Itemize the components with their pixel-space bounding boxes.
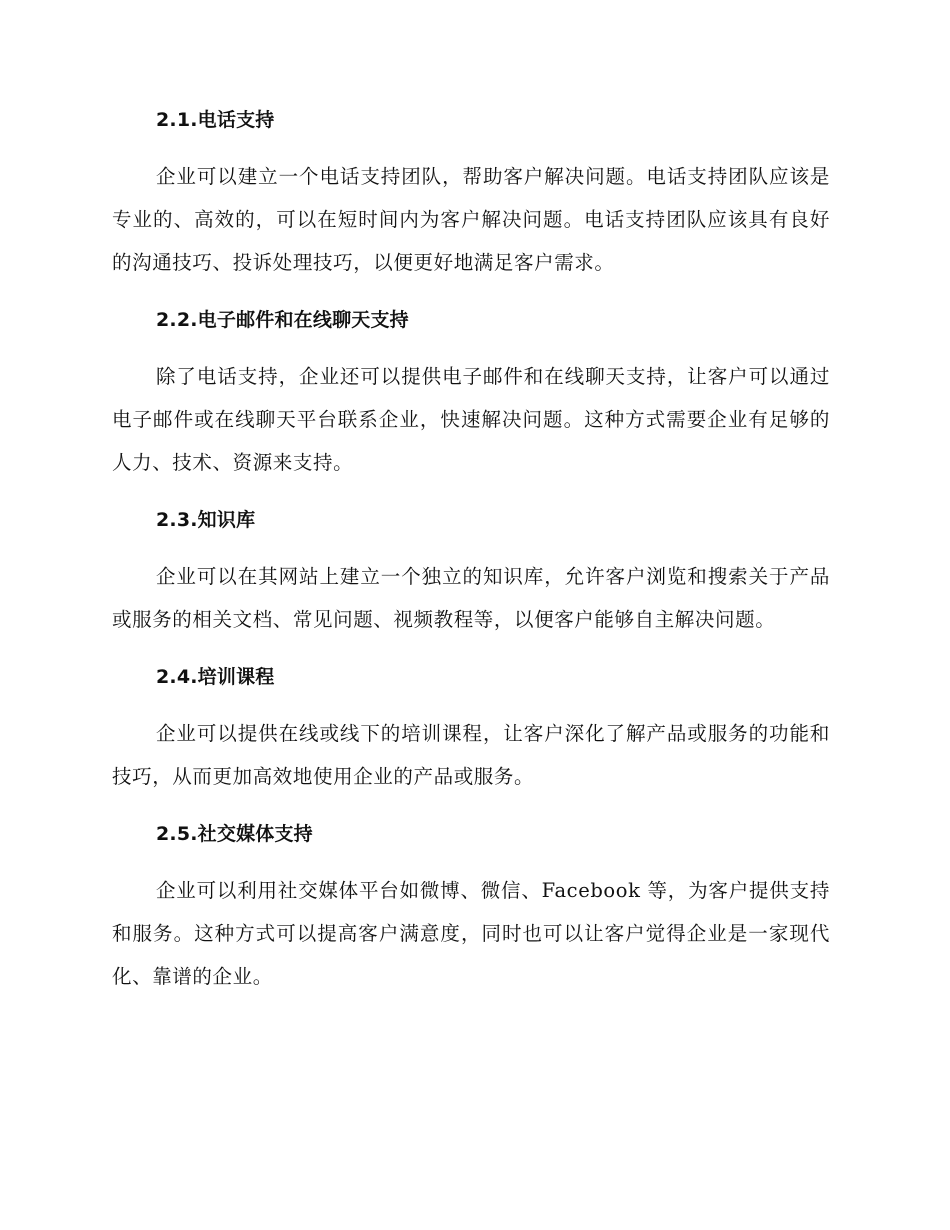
section-heading: 2.1.电话支持 <box>156 109 275 131</box>
section-heading: 2.4.培训课程 <box>156 666 275 688</box>
section-training-courses <box>112 663 830 798</box>
section-heading: 2.2.电子邮件和在线聊天支持 <box>156 309 409 331</box>
section-phone-support <box>112 106 830 284</box>
section-paragraph: 企业可以在其网站上建立一个独立的知识库，允许客户浏览和搜索关于产品或服务的相关文档、常见问题、视频教程等，以便客户能够自主解决问题。 <box>112 565 830 631</box>
section-knowledge-base <box>112 506 830 641</box>
section-paragraph: 企业可以提供在线或线下的培训课程，让客户深化了解产品或服务的功能和技巧，从而更加高效地使用企业的产品或服务。 <box>112 722 830 788</box>
section-paragraph: 企业可以利用社交媒体平台如微博、微信、Facebook 等，为客户提供支持和服务。这种方式可以提高客户满意度，同时也可以让客户觉得企业是一家现代化、靠谱的企业。 <box>112 879 830 988</box>
section-paragraph: 企业可以建立一个电话支持团队，帮助客户解决问题。电话支持团队应该是专业的、高效的，可以在短时间内为客户解决问题。电话支持团队应该具有良好的沟通技巧、投诉处理技巧，以便更好地满足客户需求。 <box>112 165 830 274</box>
section-email-chat-support <box>112 306 830 484</box>
section-heading: 2.3.知识库 <box>156 509 256 531</box>
section-heading: 2.5.社交媒体支持 <box>156 823 313 845</box>
section-social-media-support <box>112 820 830 998</box>
section-paragraph: 除了电话支持，企业还可以提供电子邮件和在线聊天支持，让客户可以通过电子邮件或在线聊天平台联系企业，快速解决问题。这种方式需要企业有足够的人力、技术、资源来支持。 <box>112 365 830 474</box>
document-page <box>112 106 830 1020</box>
